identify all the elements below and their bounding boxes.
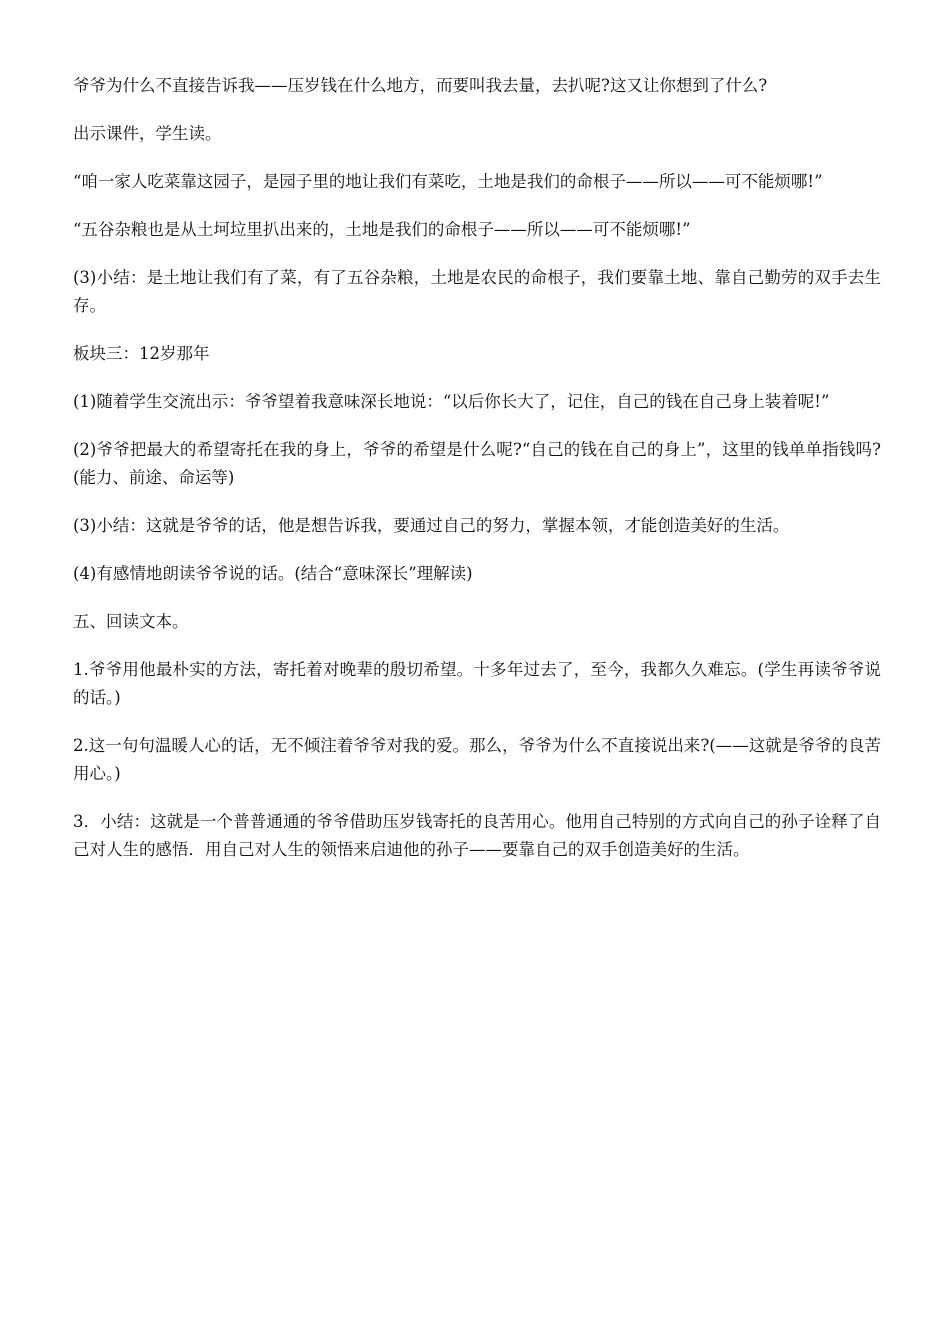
paragraph-point-1: (1)随着学生交流出示：爷爷望着我意味深长地说：“以后你长大了，记住，自己的钱在自己身上装着呢!” <box>73 392 830 411</box>
section-heading-reread: 五、回读文本。 <box>73 612 189 631</box>
paragraph-point-3: (3)小结：这就是爷爷的话，他是想告诉我，要通过自己的努力，掌握本领，才能创造美好的生活。 <box>73 516 790 535</box>
section-heading-age-12: 板块三：12岁那年 <box>73 344 210 363</box>
document-page <box>73 72 881 884</box>
paragraph-summary-land: (3)小结：是土地让我们有了菜，有了五谷杂粮，土地是农民的命根子，我们要靠土地、靠自己勤劳的双手去生存。 <box>73 268 881 315</box>
paragraph-reread-1: 1.爷爷用他最朴实的方法，寄托着对晚辈的殷切希望。十多年过去了，至今，我都久久难忘。(学生再读爷爷说的话。) <box>73 660 881 707</box>
paragraph-point-2: (2)爷爷把最大的希望寄托在我的身上，爷爷的希望是什么呢?“自己的钱在自己的身上”，这里的钱单单指钱吗?(能力、前途、命运等) <box>73 440 881 487</box>
paragraph-reread-2: 2.这一句句温暖人心的话，无不倾注着爷爷对我的爱。那么，爷爷为什么不直接说出来?(——这就是爷爷的良苦用心。) <box>73 736 881 783</box>
paragraph-quote-grain: “五谷杂粮也是从土坷垃里扒出来的，土地是我们的命根子——所以——可不能烦哪!” <box>73 220 691 239</box>
paragraph-point-4: (4)有感情地朗读爷爷说的话。(结合“意味深长”理解读) <box>73 564 473 583</box>
paragraph-question: 爷爷为什么不直接告诉我——压岁钱在什么地方，而要叫我去量，去扒呢?这又让你想到了什么? <box>73 76 768 95</box>
paragraph-quote-garden: “咱一家人吃菜靠这园子，是园子里的地让我们有菜吃，土地是我们的命根子——所以——可不能烦哪!” <box>73 172 823 191</box>
paragraph-courseware: 出示课件，学生读。 <box>73 124 222 143</box>
paragraph-reread-3: 3．小结：这就是一个普普通通的爷爷借助压岁钱寄托的良苦用心。他用自己特别的方式向自己的孙子诠释了自己对人生的感悟．用自己对人生的领悟来启迪他的孙子——要靠自己的双手创造美好的生活。 <box>73 812 881 859</box>
